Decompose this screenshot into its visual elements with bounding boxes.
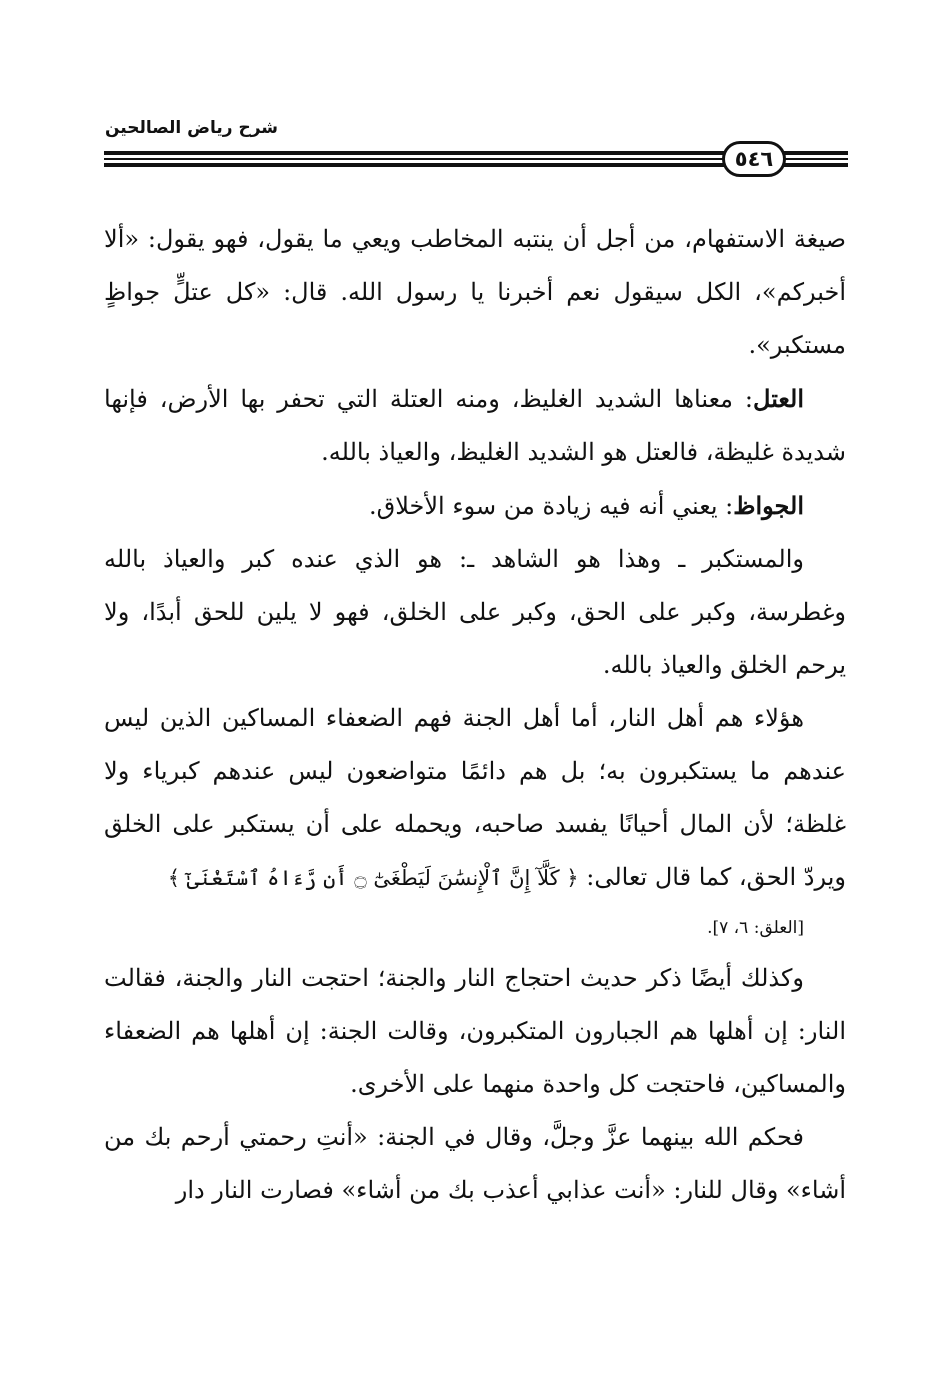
term-atl: العتل [753, 384, 804, 413]
quran-verse: ﴿ كَلَّآ إِنَّ ٱلْإِنسَٰنَ لَيَطْغَىٰٓ ۝ أَن رَّءَاهُ ٱسْتَغْنَىٰٓ ﴾ [167, 866, 579, 890]
main-text [104, 213, 846, 1217]
term-jawwaz: الجواظ [733, 491, 804, 520]
paragraph-6: وكذلك أيضًا ذكر حديث احتجاج النار والجنة؛ احتجت النار والجنة، فقالت النار: إن أهلها هم الجبارون المتكبرون، وقالت الجنة: إن أهلها هم الضعفاء والمساكين، فاحتجت كل واحدة منهما على الأخرى. [104, 964, 846, 1098]
paragraph-4: والمستكبر ـ وهذا هو الشاهد ـ: هو الذي عنده كبر والعياذ بالله وغطرسة، وكبر على الحق، وكبر على الخلق، فهو لا يلين للحق أبدًا، ولا يرحم الخلق والعياذ بالله. [104, 545, 846, 679]
paragraph-5 [104, 692, 846, 952]
running-title: شرح رياض الصالحين [105, 118, 279, 138]
paragraph-2-text: : معناها الشديد الغليظ، ومنه العتلة التي تحفر بها الأرض، فإنها شديدة غليظة، فالعتل هو الشديد الغليظ، والعياذ بالله. [104, 385, 846, 466]
paragraph-5-text: هؤلاء هم أهل النار، أما أهل الجنة فهم الضعفاء المساكين الذين ليس عندهم ما يستكبرون به؛ بل هم دائمًا متواضعون ليس عندهم كبرياء ولا غلظة؛ لأن المال أحيانًا يفسد صاحبه، ويحمله على أن يستكبر على الخلق ويردّ الحق، كما قال تعالى: [104, 704, 847, 891]
paragraph-3-text: : يعني أنه فيه زيادة من سوء الأخلاق. [368, 492, 734, 520]
page-number-text: ٥٤٦ [734, 147, 774, 171]
verse-reference: [العلق: ٦، ٧]. [707, 918, 804, 938]
paragraph-2 [104, 372, 846, 479]
paragraph-1: صيغة الاستفهام، من أجل أن ينتبه المخاطب ويعي ما يقول، فهو يقول: «ألا أخبركم»، الكل سيقول نعم أخبرنا يا رسول الله. قال: «كل عتلٍّ جواظٍ مستكبر». [104, 225, 846, 359]
paragraph-3 [104, 479, 846, 533]
page-number [722, 141, 786, 177]
paragraph-7: فحكم الله بينهما عزَّ وجلَّ، وقال في الجنة: «أنتِ رحمتي أرحم بك من أشاء» وقال للنار: «أنت عذابي أعذب بك من أشاء» فصارت النار دار [104, 1123, 846, 1204]
